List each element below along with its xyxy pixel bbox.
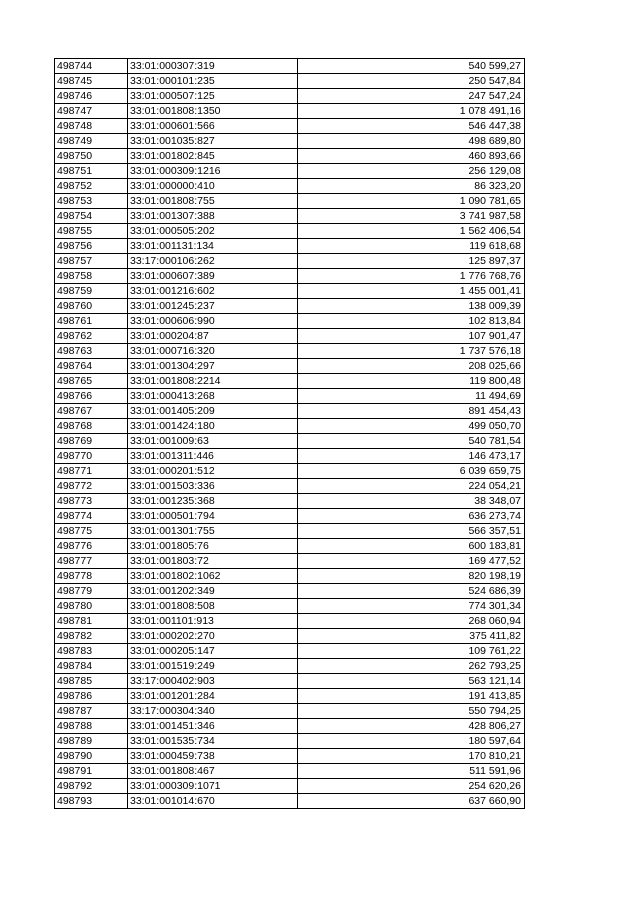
cadastral-number-cell: 33:01:001802:845 xyxy=(128,149,298,164)
row-id-cell: 498752 xyxy=(55,179,128,194)
cadastral-number-cell: 33:01:000501:794 xyxy=(128,509,298,524)
row-id-cell: 498758 xyxy=(55,269,128,284)
table-row xyxy=(55,719,525,734)
value-cell: 169 477,52 xyxy=(298,554,525,569)
value-cell: 891 454,43 xyxy=(298,404,525,419)
value-cell: 460 893,66 xyxy=(298,149,525,164)
cadastral-number-cell: 33:01:001808:2214 xyxy=(128,374,298,389)
row-id-cell: 498759 xyxy=(55,284,128,299)
row-id-cell: 498779 xyxy=(55,584,128,599)
cadastral-number-cell: 33:01:000413:268 xyxy=(128,389,298,404)
value-cell: 1 090 781,65 xyxy=(298,194,525,209)
row-id-cell: 498789 xyxy=(55,734,128,749)
row-id-cell: 498777 xyxy=(55,554,128,569)
cadastral-value-table xyxy=(54,58,525,809)
value-cell: 1 776 768,76 xyxy=(298,269,525,284)
value-cell: 138 009,39 xyxy=(298,299,525,314)
value-cell: 637 660,90 xyxy=(298,794,525,809)
table-row xyxy=(55,209,525,224)
value-cell: 254 620,26 xyxy=(298,779,525,794)
table-row xyxy=(55,299,525,314)
row-id-cell: 498755 xyxy=(55,224,128,239)
value-cell: 511 591,96 xyxy=(298,764,525,779)
value-cell: 1 078 491,16 xyxy=(298,104,525,119)
table-row xyxy=(55,239,525,254)
table-body xyxy=(55,59,525,809)
row-id-cell: 498781 xyxy=(55,614,128,629)
value-cell: 820 198,19 xyxy=(298,569,525,584)
value-cell: 250 547,84 xyxy=(298,74,525,89)
value-cell: 191 413,85 xyxy=(298,689,525,704)
cadastral-number-cell: 33:01:001131:134 xyxy=(128,239,298,254)
row-id-cell: 498790 xyxy=(55,749,128,764)
row-id-cell: 498765 xyxy=(55,374,128,389)
cadastral-number-cell: 33:17:000402:903 xyxy=(128,674,298,689)
cadastral-number-cell: 33:01:001805:76 xyxy=(128,539,298,554)
row-id-cell: 498750 xyxy=(55,149,128,164)
table-row xyxy=(55,179,525,194)
row-id-cell: 498778 xyxy=(55,569,128,584)
cadastral-number-cell: 33:01:001808:755 xyxy=(128,194,298,209)
value-cell: 107 901,47 xyxy=(298,329,525,344)
row-id-cell: 498769 xyxy=(55,434,128,449)
cadastral-number-cell: 33:01:001808:508 xyxy=(128,599,298,614)
table-row xyxy=(55,764,525,779)
cadastral-number-cell: 33:01:000607:389 xyxy=(128,269,298,284)
row-id-cell: 498785 xyxy=(55,674,128,689)
table-row xyxy=(55,464,525,479)
table-row xyxy=(55,629,525,644)
table-row xyxy=(55,599,525,614)
row-id-cell: 498760 xyxy=(55,299,128,314)
row-id-cell: 498774 xyxy=(55,509,128,524)
cadastral-number-cell: 33:01:001301:755 xyxy=(128,524,298,539)
row-id-cell: 498751 xyxy=(55,164,128,179)
row-id-cell: 498784 xyxy=(55,659,128,674)
cadastral-number-cell: 33:01:001808:467 xyxy=(128,764,298,779)
value-cell: 524 686,39 xyxy=(298,584,525,599)
row-id-cell: 498763 xyxy=(55,344,128,359)
cadastral-number-cell: 33:01:001035:827 xyxy=(128,134,298,149)
table-row xyxy=(55,344,525,359)
cadastral-number-cell: 33:01:000505:202 xyxy=(128,224,298,239)
table-row xyxy=(55,779,525,794)
table-row xyxy=(55,329,525,344)
value-cell: 86 323,20 xyxy=(298,179,525,194)
cadastral-number-cell: 33:01:000309:1071 xyxy=(128,779,298,794)
row-id-cell: 498791 xyxy=(55,764,128,779)
table-row xyxy=(55,494,525,509)
cadastral-number-cell: 33:01:001535:734 xyxy=(128,734,298,749)
cadastral-number-cell: 33:01:001519:249 xyxy=(128,659,298,674)
table-row xyxy=(55,59,525,74)
value-cell: 208 025,66 xyxy=(298,359,525,374)
value-cell: 540 781,54 xyxy=(298,434,525,449)
cadastral-number-cell: 33:17:000106:262 xyxy=(128,254,298,269)
cadastral-number-cell: 33:01:000309:1216 xyxy=(128,164,298,179)
table-row xyxy=(55,644,525,659)
cadastral-number-cell: 33:01:001802:1062 xyxy=(128,569,298,584)
value-cell: 375 411,82 xyxy=(298,629,525,644)
row-id-cell: 498767 xyxy=(55,404,128,419)
cadastral-number-cell: 33:01:001245:237 xyxy=(128,299,298,314)
cadastral-number-cell: 33:01:000601:566 xyxy=(128,119,298,134)
value-cell: 119 800,48 xyxy=(298,374,525,389)
table-row xyxy=(55,254,525,269)
cadastral-number-cell: 33:01:000000:410 xyxy=(128,179,298,194)
cadastral-number-cell: 33:01:001009:63 xyxy=(128,434,298,449)
value-cell: 540 599,27 xyxy=(298,59,525,74)
cadastral-number-cell: 33:01:000606:990 xyxy=(128,314,298,329)
value-cell: 1 562 406,54 xyxy=(298,224,525,239)
value-cell: 268 060,94 xyxy=(298,614,525,629)
row-id-cell: 498747 xyxy=(55,104,128,119)
cadastral-number-cell: 33:01:000205:147 xyxy=(128,644,298,659)
value-cell: 125 897,37 xyxy=(298,254,525,269)
cadastral-number-cell: 33:01:000716:320 xyxy=(128,344,298,359)
value-cell: 170 810,21 xyxy=(298,749,525,764)
row-id-cell: 498782 xyxy=(55,629,128,644)
row-id-cell: 498773 xyxy=(55,494,128,509)
table-row xyxy=(55,389,525,404)
row-id-cell: 498792 xyxy=(55,779,128,794)
value-cell: 180 597,64 xyxy=(298,734,525,749)
value-cell: 6 039 659,75 xyxy=(298,464,525,479)
table-row xyxy=(55,284,525,299)
table-row xyxy=(55,509,525,524)
table-row xyxy=(55,434,525,449)
table-row xyxy=(55,614,525,629)
table-row xyxy=(55,689,525,704)
row-id-cell: 498749 xyxy=(55,134,128,149)
cadastral-number-cell: 33:01:001201:284 xyxy=(128,689,298,704)
row-id-cell: 498771 xyxy=(55,464,128,479)
table-row xyxy=(55,524,525,539)
row-id-cell: 498772 xyxy=(55,479,128,494)
cadastral-number-cell: 33:01:001808:1350 xyxy=(128,104,298,119)
value-cell: 563 121,14 xyxy=(298,674,525,689)
row-id-cell: 498768 xyxy=(55,419,128,434)
row-id-cell: 498764 xyxy=(55,359,128,374)
value-cell: 566 357,51 xyxy=(298,524,525,539)
row-id-cell: 498780 xyxy=(55,599,128,614)
table-row xyxy=(55,539,525,554)
cadastral-number-cell: 33:01:000507:125 xyxy=(128,89,298,104)
table-row xyxy=(55,164,525,179)
value-cell: 1 455 001,41 xyxy=(298,284,525,299)
value-cell: 102 813,84 xyxy=(298,314,525,329)
row-id-cell: 498766 xyxy=(55,389,128,404)
row-id-cell: 498787 xyxy=(55,704,128,719)
value-cell: 256 129,08 xyxy=(298,164,525,179)
row-id-cell: 498761 xyxy=(55,314,128,329)
cadastral-number-cell: 33:01:001202:349 xyxy=(128,584,298,599)
table-row xyxy=(55,704,525,719)
value-cell: 546 447,38 xyxy=(298,119,525,134)
table-row xyxy=(55,149,525,164)
cadastral-number-cell: 33:01:000101:235 xyxy=(128,74,298,89)
cadastral-number-cell: 33:01:001216:602 xyxy=(128,284,298,299)
table-row xyxy=(55,659,525,674)
table-row xyxy=(55,374,525,389)
row-id-cell: 498786 xyxy=(55,689,128,704)
value-cell: 11 494,69 xyxy=(298,389,525,404)
table-row xyxy=(55,119,525,134)
row-id-cell: 498746 xyxy=(55,89,128,104)
cadastral-number-cell: 33:01:000204:87 xyxy=(128,329,298,344)
table-row xyxy=(55,749,525,764)
value-cell: 224 054,21 xyxy=(298,479,525,494)
row-id-cell: 498754 xyxy=(55,209,128,224)
table-row xyxy=(55,224,525,239)
cadastral-number-cell: 33:01:001451:346 xyxy=(128,719,298,734)
value-cell: 109 761,22 xyxy=(298,644,525,659)
value-cell: 600 183,81 xyxy=(298,539,525,554)
table-row xyxy=(55,794,525,809)
value-cell: 38 348,07 xyxy=(298,494,525,509)
value-cell: 1 737 576,18 xyxy=(298,344,525,359)
cadastral-number-cell: 33:01:001304:297 xyxy=(128,359,298,374)
value-cell: 119 618,68 xyxy=(298,239,525,254)
value-cell: 550 794,25 xyxy=(298,704,525,719)
cadastral-number-cell: 33:01:000307:319 xyxy=(128,59,298,74)
table-row xyxy=(55,314,525,329)
table-row xyxy=(55,269,525,284)
row-id-cell: 498776 xyxy=(55,539,128,554)
row-id-cell: 498753 xyxy=(55,194,128,209)
cadastral-number-cell: 33:01:000459:738 xyxy=(128,749,298,764)
row-id-cell: 498783 xyxy=(55,644,128,659)
table-row xyxy=(55,74,525,89)
value-cell: 774 301,34 xyxy=(298,599,525,614)
value-cell: 247 547,24 xyxy=(298,89,525,104)
table-row xyxy=(55,554,525,569)
value-cell: 262 793,25 xyxy=(298,659,525,674)
table-row xyxy=(55,104,525,119)
cadastral-number-cell: 33:01:001101:913 xyxy=(128,614,298,629)
table-row xyxy=(55,404,525,419)
value-cell: 499 050,70 xyxy=(298,419,525,434)
row-id-cell: 498762 xyxy=(55,329,128,344)
table-row xyxy=(55,734,525,749)
value-cell: 3 741 987,58 xyxy=(298,209,525,224)
table-row xyxy=(55,419,525,434)
cadastral-number-cell: 33:01:001311:446 xyxy=(128,449,298,464)
cadastral-number-cell: 33:01:001503:336 xyxy=(128,479,298,494)
table-row xyxy=(55,449,525,464)
cadastral-number-cell: 33:01:001014:670 xyxy=(128,794,298,809)
row-id-cell: 498756 xyxy=(55,239,128,254)
table-row xyxy=(55,479,525,494)
value-cell: 498 689,80 xyxy=(298,134,525,149)
row-id-cell: 498748 xyxy=(55,119,128,134)
row-id-cell: 498745 xyxy=(55,74,128,89)
value-cell: 636 273,74 xyxy=(298,509,525,524)
cadastral-number-cell: 33:01:000201:512 xyxy=(128,464,298,479)
row-id-cell: 498775 xyxy=(55,524,128,539)
table-row xyxy=(55,584,525,599)
row-id-cell: 498770 xyxy=(55,449,128,464)
table-row xyxy=(55,194,525,209)
cadastral-number-cell: 33:01:001307:388 xyxy=(128,209,298,224)
table-row xyxy=(55,134,525,149)
cadastral-number-cell: 33:01:001803:72 xyxy=(128,554,298,569)
row-id-cell: 498788 xyxy=(55,719,128,734)
cadastral-number-cell: 33:01:001424:180 xyxy=(128,419,298,434)
row-id-cell: 498793 xyxy=(55,794,128,809)
row-id-cell: 498757 xyxy=(55,254,128,269)
table-row xyxy=(55,674,525,689)
table-row xyxy=(55,89,525,104)
cadastral-number-cell: 33:01:000202:270 xyxy=(128,629,298,644)
table-row xyxy=(55,359,525,374)
row-id-cell: 498744 xyxy=(55,59,128,74)
cadastral-number-cell: 33:01:001235:368 xyxy=(128,494,298,509)
table-row xyxy=(55,569,525,584)
value-cell: 146 473,17 xyxy=(298,449,525,464)
value-cell: 428 806,27 xyxy=(298,719,525,734)
cadastral-number-cell: 33:17:000304:340 xyxy=(128,704,298,719)
cadastral-number-cell: 33:01:001405:209 xyxy=(128,404,298,419)
